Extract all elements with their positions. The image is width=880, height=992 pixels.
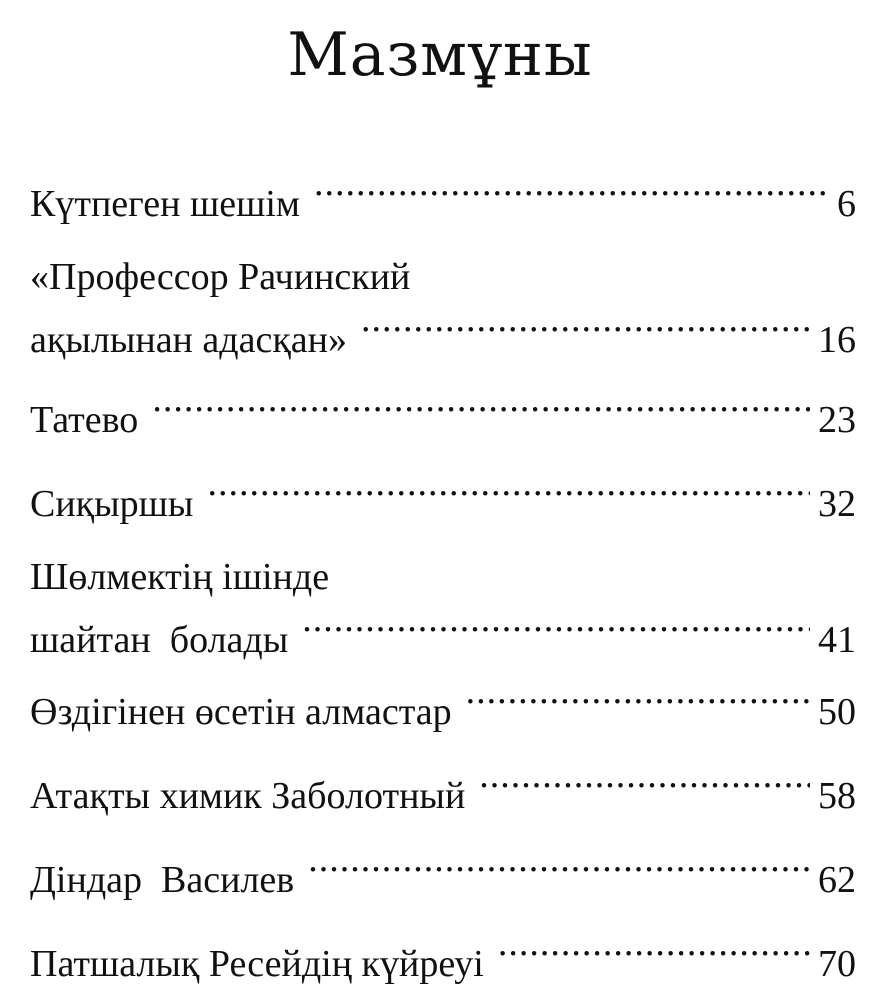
toc-entry bbox=[30, 552, 856, 665]
toc-entry-title: Татево bbox=[30, 399, 139, 441]
toc-entry-title: ақылынан адасқан» bbox=[30, 319, 347, 361]
toc-entry bbox=[30, 466, 856, 529]
toc-leader-dots bbox=[466, 674, 810, 724]
toc-entry bbox=[30, 252, 856, 365]
toc-entry-title: Күтпеген шешім bbox=[30, 183, 300, 225]
toc-entry bbox=[30, 382, 856, 445]
toc-entry-title: Атақты химик Заболотный bbox=[30, 775, 466, 817]
toc-entry-title-line: «Профессор Рачинский bbox=[30, 256, 411, 298]
toc-page-number: 41 bbox=[818, 619, 856, 661]
toc-leader-dots bbox=[207, 466, 810, 516]
toc-entry-title: Патшалық Ресейдің күйреуі bbox=[30, 943, 484, 985]
toc-page-number: 62 bbox=[818, 859, 856, 901]
toc-leader-dots bbox=[152, 382, 810, 432]
toc-entry-title: Діндар Василев bbox=[30, 859, 295, 901]
toc-leader-dots bbox=[302, 602, 810, 652]
toc-entry bbox=[30, 758, 856, 821]
toc-leader-dots bbox=[314, 166, 829, 216]
toc-leader-dots bbox=[361, 302, 810, 352]
toc-entry bbox=[30, 674, 856, 737]
toc-leader-dots bbox=[308, 842, 810, 892]
toc-page-number: 58 bbox=[818, 775, 856, 817]
toc-entry-title: шайтан болады bbox=[30, 619, 289, 661]
toc-entry-title: Сиқыршы bbox=[30, 483, 194, 525]
toc-entry bbox=[30, 166, 856, 229]
toc-page-number: 6 bbox=[837, 183, 856, 225]
toc-page-number: 32 bbox=[818, 483, 856, 525]
toc-entry-title: Өздігінен өсетін алмастар bbox=[30, 691, 452, 733]
toc-leader-dots bbox=[479, 758, 810, 808]
toc-leader-dots bbox=[498, 926, 810, 976]
toc-page-number: 70 bbox=[818, 943, 856, 985]
toc-page-number: 23 bbox=[818, 399, 856, 441]
toc-entry bbox=[30, 926, 856, 989]
toc-page-number: 50 bbox=[818, 691, 856, 733]
toc-entry-title-line: Шөлмектің ішінде bbox=[30, 556, 330, 598]
toc-page-number: 16 bbox=[818, 319, 856, 361]
page-title: Мазмұны bbox=[287, 20, 593, 90]
toc-entry bbox=[30, 842, 856, 905]
